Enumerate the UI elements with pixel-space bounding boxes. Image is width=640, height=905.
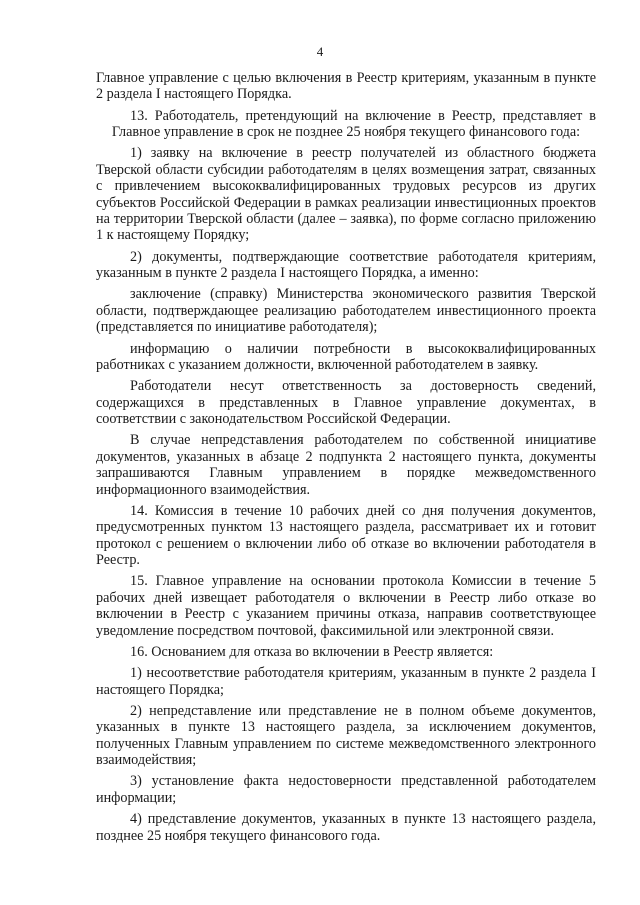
paragraph-item-16-1: 1) несоответствие работодателя критериям, указанным в пункте 2 раздела I настоящего Порядка; [96, 665, 596, 698]
paragraph-information-need: информацию о наличии потребности в высококвалифицированных работниках с указанием должности, включенной работодателем в заявку. [96, 340, 596, 373]
paragraph-responsibility: Работодатели несут ответственность за достоверность сведений, содержащихся в представленных в Главное управление документах, в соответствии с законодательством Российской Федерации. [96, 378, 596, 428]
paragraph-item-13-2: 2) документы, подтверждающие соответствие работодателя критериям, указанным в пункте 2 раздела I настоящего Порядка, а именно: [96, 248, 596, 282]
paragraph-conclusion-ministry: заключение (справку) Министерства экономического развития Тверской области, подтверждающее реализацию работодателем инвестиционного проекта (представляется по инициативе работодателя); [96, 286, 596, 336]
paragraph-item-16-2: 2) непредставление или представление не в полном объеме документов, указанных в пункте 13 настоящего раздела, за исключением документов, полученных Главным управлением по системе межведомственного электронного взаимодействия; [96, 702, 596, 769]
paragraph-item-13: 13. Работодатель, претендующий на включение в Реестр, представляет в Главное управление в срок не позднее 25 ноября текущего финансового года: [111, 107, 596, 141]
page-number: 4 [316, 44, 324, 59]
paragraph-continuation: Главное управление с целью включения в Реестр критериям, указанным в пункте 2 раздела I настоящего Порядка. [96, 70, 596, 103]
paragraph-item-14: 14. Комиссия в течение 10 рабочих дней со дня получения документов, предусмотренных пунктом 13 настоящего раздела, рассматривает их и готовит протокол с решением о включении либо об отказе во включении работодателя в Реестр. [96, 502, 596, 569]
document-body [96, 70, 596, 849]
paragraph-item-16-4: 4) представление документов, указанных в пункте 13 настоящего раздела, позднее 25 ноября текущего финансового года. [96, 811, 596, 844]
paragraph-item-13-1: 1) заявку на включение в реестр получателей из областного бюджета Тверской области субсидии работодателям в целях возмещения затрат, связанных с привлечением высококвалифицированных трудовых ресурсов из других субъектов Российской Федерации в рамках реализации инвестиционных проектов на территории Тверской области (далее – заявка), по форме согласно приложению 1 к настоящему Порядку; [96, 145, 596, 244]
paragraph-non-submission: В случае непредставления работодателем по собственной инициативе документов, указанных в абзаце 2 подпункта 2 настоящего пункта, документы запрашиваются Главным управлением в порядке межведомственного информационного взаимодействия. [96, 432, 596, 498]
paragraph-item-15: 15. Главное управление на основании протокола Комиссии в течение 5 рабочих дней извещает работодателя о включении в Реестр либо отказе во включении в Реестр с указанием причины отказа, направив соответствующее уведомление посредством почтовой, факсимильной или электронной связи. [96, 573, 596, 639]
paragraph-item-16-3: 3) установление факта недостоверности представленной работодателем информации; [96, 773, 596, 806]
paragraph-item-16: 16. Основанием для отказа во включении в Реестр является: [130, 643, 494, 660]
